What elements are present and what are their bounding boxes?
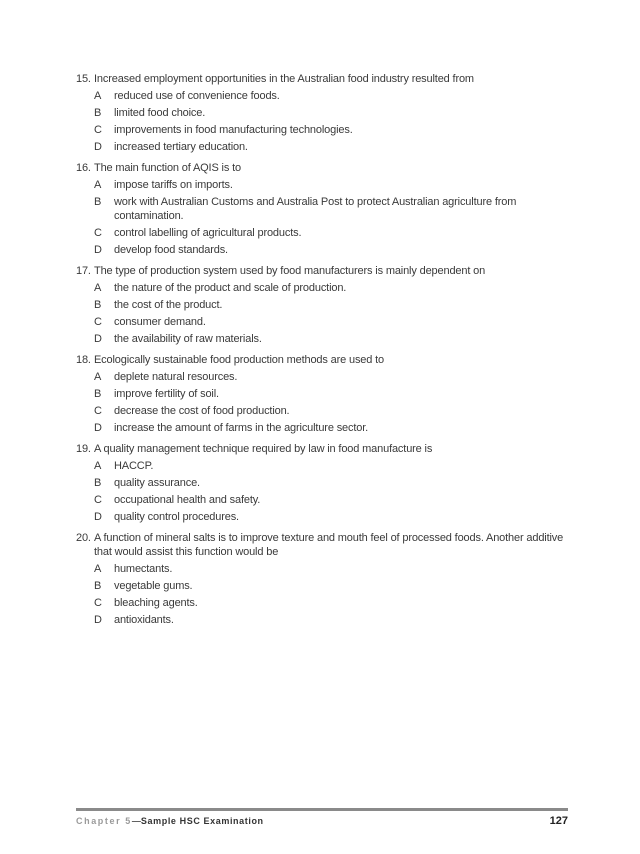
option-text: the nature of the product and scale of production. bbox=[114, 282, 347, 294]
question-text: Increased employment opportunities in the Australian food industry resulted from bbox=[94, 73, 474, 85]
option-text: quality control procedures. bbox=[114, 511, 239, 523]
question-number: 17. bbox=[76, 265, 91, 277]
question-stem bbox=[76, 531, 576, 559]
option-text: antioxidants. bbox=[114, 614, 174, 626]
option-letter: A bbox=[94, 282, 102, 294]
question-20 bbox=[76, 531, 576, 627]
question-stem bbox=[76, 161, 576, 175]
option-text: quality assurance. bbox=[114, 477, 200, 489]
option-d bbox=[94, 421, 576, 435]
option-text: improvements in food manufacturing technologies. bbox=[114, 124, 353, 136]
option-b bbox=[94, 195, 576, 223]
option-letter: A bbox=[94, 563, 102, 575]
option-text: develop food standards. bbox=[114, 244, 228, 256]
option-letter: C bbox=[94, 316, 102, 328]
option-letter: A bbox=[94, 179, 102, 191]
page-footer bbox=[76, 815, 568, 827]
option-list bbox=[94, 178, 576, 257]
option-text: vegetable gums. bbox=[114, 580, 193, 592]
option-d bbox=[94, 243, 576, 257]
option-letter: C bbox=[94, 405, 102, 417]
option-list bbox=[94, 562, 576, 627]
option-d bbox=[94, 510, 576, 524]
question-18 bbox=[76, 353, 576, 435]
option-b bbox=[94, 476, 576, 490]
option-letter: C bbox=[94, 597, 102, 609]
option-c bbox=[94, 226, 576, 240]
option-text: impose tariffs on imports. bbox=[114, 179, 233, 191]
option-letter: A bbox=[94, 371, 102, 383]
question-list bbox=[76, 72, 576, 634]
option-list bbox=[94, 281, 576, 346]
option-text: improve fertility of soil. bbox=[114, 388, 219, 400]
option-letter: D bbox=[94, 244, 102, 256]
option-letter: C bbox=[94, 227, 102, 239]
option-c bbox=[94, 315, 576, 329]
option-letter: D bbox=[94, 422, 102, 434]
page-number: 127 bbox=[549, 815, 568, 827]
option-text: bleaching agents. bbox=[114, 597, 198, 609]
option-list bbox=[94, 459, 576, 524]
question-number: 19. bbox=[76, 443, 91, 455]
footer-divider bbox=[76, 808, 568, 811]
question-text: The type of production system used by food manufacturers is mainly dependent on bbox=[94, 265, 486, 277]
question-stem bbox=[76, 72, 576, 86]
question-text: The main function of AQIS is to bbox=[94, 162, 241, 174]
option-a bbox=[94, 281, 576, 295]
option-letter: B bbox=[94, 580, 102, 592]
question-stem bbox=[76, 353, 576, 367]
option-a bbox=[94, 89, 576, 103]
option-b bbox=[94, 106, 576, 120]
option-text: the availability of raw materials. bbox=[114, 333, 262, 345]
question-17 bbox=[76, 264, 576, 346]
question-19 bbox=[76, 442, 576, 524]
question-text: A function of mineral salts is to improve texture and mouth feel of processed foods. Another additive that would assist this function would be bbox=[94, 532, 564, 558]
option-c bbox=[94, 596, 576, 610]
option-letter: D bbox=[94, 141, 102, 153]
option-letter: D bbox=[94, 511, 102, 523]
option-text: HACCP. bbox=[114, 460, 154, 472]
option-text: humectants. bbox=[114, 563, 173, 575]
option-a bbox=[94, 370, 576, 384]
question-number: 16. bbox=[76, 162, 91, 174]
option-text: occupational health and safety. bbox=[114, 494, 261, 506]
option-c bbox=[94, 123, 576, 137]
option-letter: C bbox=[94, 124, 102, 136]
question-text: A quality management technique required by law in food manufacture is bbox=[94, 443, 433, 455]
chapter-title: Sample HSC Examination bbox=[140, 816, 264, 826]
option-text: reduced use of convenience foods. bbox=[114, 90, 280, 102]
option-d bbox=[94, 613, 576, 627]
option-list bbox=[94, 370, 576, 435]
option-letter: B bbox=[94, 388, 102, 400]
option-text: work with Australian Customs and Australia Post to protect Australian agriculture from contamination. bbox=[114, 196, 517, 222]
option-c bbox=[94, 493, 576, 507]
option-text: decrease the cost of food production. bbox=[114, 405, 290, 417]
question-number: 18. bbox=[76, 354, 91, 366]
option-letter: B bbox=[94, 299, 102, 311]
option-list bbox=[94, 89, 576, 154]
option-a bbox=[94, 178, 576, 192]
option-b bbox=[94, 579, 576, 593]
option-b bbox=[94, 387, 576, 401]
option-text: the cost of the product. bbox=[114, 299, 223, 311]
option-a bbox=[94, 562, 576, 576]
option-letter: B bbox=[94, 107, 102, 119]
option-a bbox=[94, 459, 576, 473]
option-text: consumer demand. bbox=[114, 316, 206, 328]
question-stem bbox=[76, 442, 576, 456]
option-letter: B bbox=[94, 196, 102, 208]
option-letter: D bbox=[94, 333, 102, 345]
running-footer bbox=[76, 816, 264, 826]
option-letter: B bbox=[94, 477, 102, 489]
option-text: deplete natural resources. bbox=[114, 371, 238, 383]
chapter-dash: — bbox=[131, 816, 141, 826]
question-15 bbox=[76, 72, 576, 154]
question-number: 20. bbox=[76, 532, 91, 544]
option-letter: C bbox=[94, 494, 102, 506]
option-letter: A bbox=[94, 90, 102, 102]
question-number: 15. bbox=[76, 73, 91, 85]
option-text: limited food choice. bbox=[114, 107, 206, 119]
option-d bbox=[94, 332, 576, 346]
question-text: Ecologically sustainable food production methods are used to bbox=[94, 354, 385, 366]
option-letter: A bbox=[94, 460, 102, 472]
option-d bbox=[94, 140, 576, 154]
question-16 bbox=[76, 161, 576, 257]
option-text: increased tertiary education. bbox=[114, 141, 248, 153]
question-stem bbox=[76, 264, 576, 278]
option-text: control labelling of agricultural products. bbox=[114, 227, 302, 239]
chapter-label: Chapter 5 bbox=[76, 816, 132, 826]
option-text: increase the amount of farms in the agriculture sector. bbox=[114, 422, 369, 434]
option-letter: D bbox=[94, 614, 102, 626]
option-c bbox=[94, 404, 576, 418]
option-b bbox=[94, 298, 576, 312]
